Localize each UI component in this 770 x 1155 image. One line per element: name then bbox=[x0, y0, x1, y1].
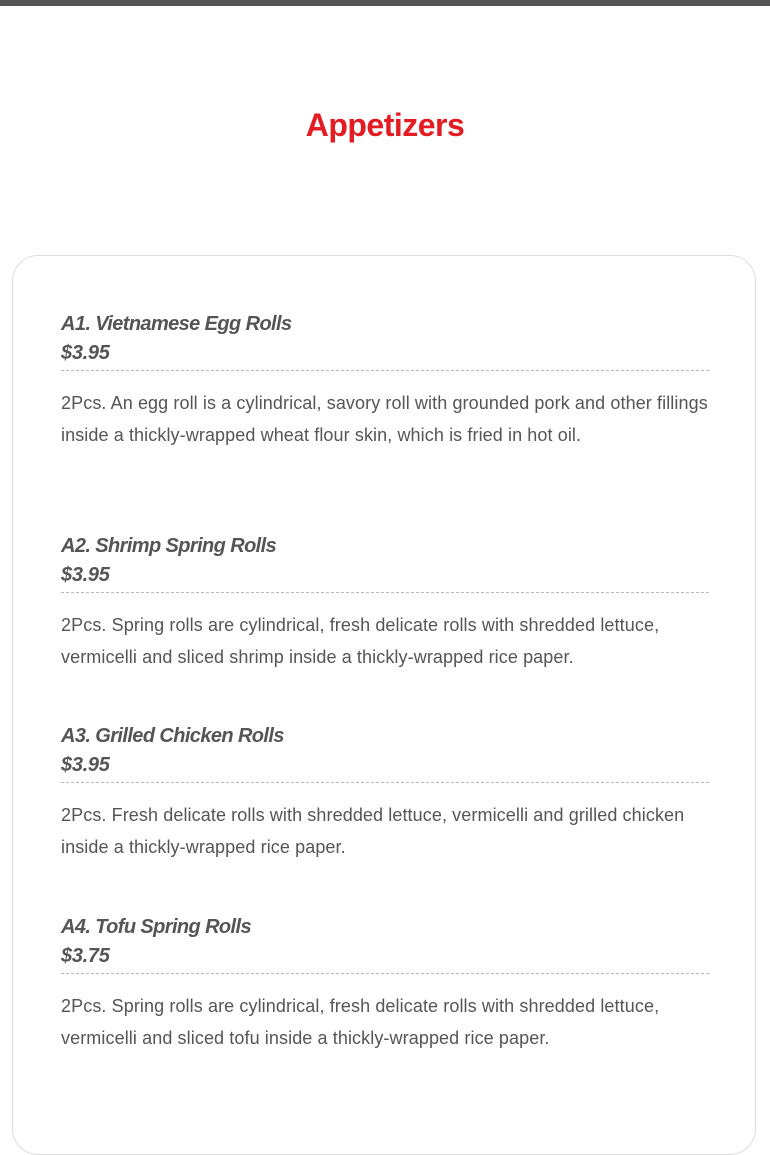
section-title: Appetizers bbox=[305, 107, 465, 143]
item-name: A3. Grilled Chicken Rolls bbox=[61, 725, 284, 747]
item-price: $3.75 bbox=[61, 942, 709, 974]
item-description: 2Pcs. Spring rolls are cylindrical, fresh delicate rolls with shredded lettuce, vermicelli and sliced shrimp inside a thickly-wrapped rice paper. bbox=[61, 615, 660, 667]
item-price: $3.95 bbox=[61, 561, 709, 593]
item-name: A2. Shrimp Spring Rolls bbox=[61, 535, 277, 557]
item-name: A4. Tofu Spring Rolls bbox=[61, 916, 251, 938]
item-description: 2Pcs. Fresh delicate rolls with shredded lettuce, vermicelli and grilled chicken inside a thickly-wrapped rice paper. bbox=[61, 805, 685, 857]
item-price: $3.95 bbox=[61, 339, 709, 371]
menu-item bbox=[61, 310, 709, 451]
item-description: 2Pcs. Spring rolls are cylindrical, fresh delicate rolls with shredded lettuce, vermicelli and sliced tofu inside a thickly-wrapped rice paper. bbox=[61, 996, 660, 1048]
menu-item bbox=[61, 722, 709, 863]
top-bar bbox=[0, 0, 770, 6]
menu-item bbox=[61, 913, 709, 1054]
item-price: $3.95 bbox=[61, 751, 709, 783]
menu-item bbox=[61, 532, 709, 673]
item-description: 2Pcs. An egg roll is a cylindrical, savory roll with grounded pork and other fillings inside a thickly-wrapped wheat flour skin, which is fried in hot oil. bbox=[61, 393, 708, 445]
item-name: A1. Vietnamese Egg Rolls bbox=[61, 313, 292, 335]
